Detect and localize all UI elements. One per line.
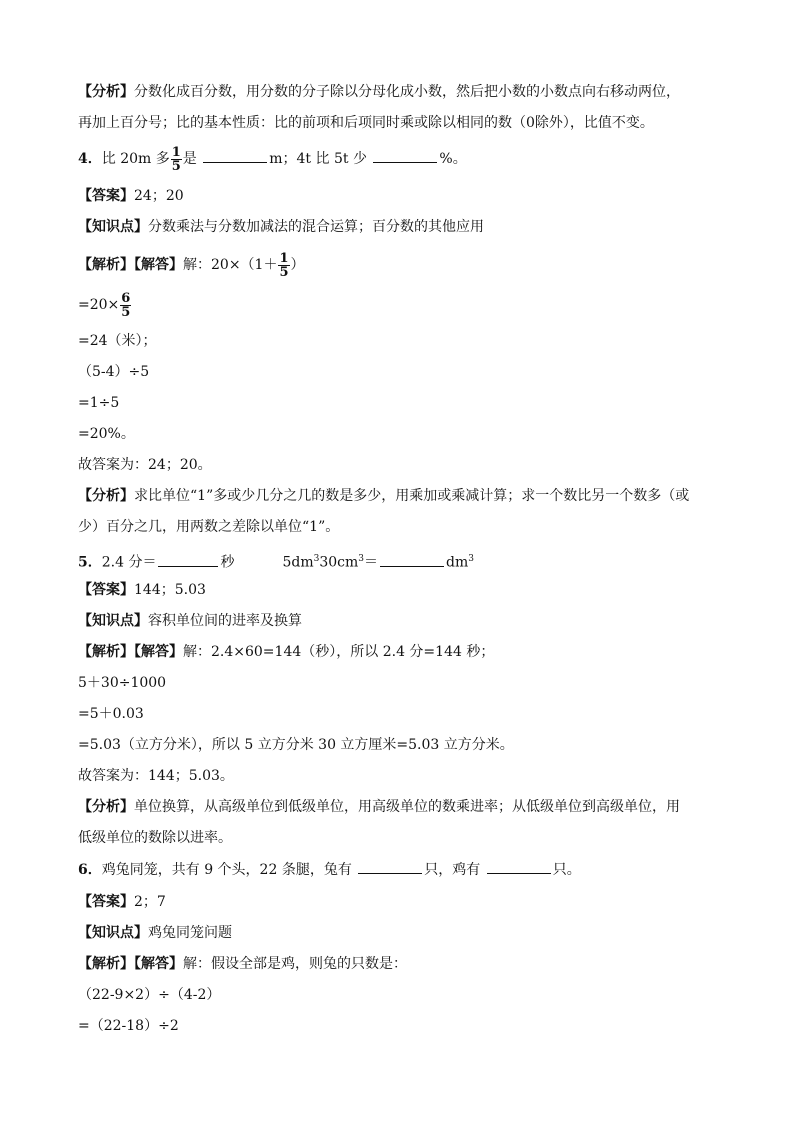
analysis-text: 求比单位“1”多或少几分之几的数是多少，用乘加或乘减计算；求一个数比另一个数多（或 <box>134 488 690 504</box>
superscript: 3 <box>468 554 475 564</box>
answer-blank[interactable] <box>203 161 267 163</box>
q5-step4: =5.03（立方分米），所以 5 立方分米 30 立方厘米=5.03 立方分米。 <box>78 737 514 753</box>
solution-text: ） <box>290 257 305 273</box>
question-text: %。 <box>439 151 467 167</box>
knowledge-tag: 【知识点】 <box>78 219 148 235</box>
superscript: 3 <box>313 554 320 564</box>
q4-step3: =24（米）； <box>78 333 157 349</box>
question-number: 5． <box>78 554 102 571</box>
answer-blank[interactable] <box>358 872 422 874</box>
answer-text: 144；5.03 <box>134 582 206 598</box>
question-text: 只，鸡有 <box>424 862 485 878</box>
question-text: 比 20m 多 <box>101 151 170 167</box>
fraction-numerator: 6 <box>121 290 131 306</box>
answer-text: 2；7 <box>134 894 166 910</box>
q4-step5: =1÷5 <box>78 395 120 411</box>
solution-text: 解：假设全部是鸡，则兔的只数是： <box>183 956 407 972</box>
answer-tag: 【答案】 <box>78 582 134 598</box>
fraction <box>278 252 289 279</box>
q6-step2: （22-9×2）÷（4-2） <box>78 987 221 1003</box>
fraction-denominator: 5 <box>279 264 289 280</box>
q5-final: 故答案为：144；5.03。 <box>78 768 234 784</box>
answer-blank[interactable] <box>158 565 218 567</box>
knowledge-tag: 【知识点】 <box>78 925 148 941</box>
analysis-text: 单位换算，从高级单位到低级单位，用高级单位的数乘进率；从低级单位到高级单位，用 <box>134 799 680 815</box>
fraction-numerator: 1 <box>279 250 289 266</box>
question-text: 是 <box>182 151 202 167</box>
answer-tag: 【答案】 <box>78 894 134 910</box>
q5-analysis-line1 <box>78 797 680 817</box>
answer-tag: 【答案】 <box>78 188 134 204</box>
answer-blank[interactable] <box>380 565 444 567</box>
fraction-denominator: 5 <box>171 158 181 174</box>
q4-solution <box>78 250 305 280</box>
question-5 <box>78 549 474 573</box>
knowledge-tag: 【知识点】 <box>78 613 148 629</box>
fraction-denominator: 5 <box>121 304 131 320</box>
analysis-text: 分数化成百分数，用分数的分子除以分母化成小数，然后把小数的小数点向右移动两位， <box>134 84 680 100</box>
solution-text: 解：20×（1＋ <box>183 257 278 273</box>
question-number: 4． <box>78 151 102 167</box>
q3-analysis-line1 <box>78 82 680 102</box>
q6-solution <box>78 954 407 974</box>
q4-analysis-line1 <box>78 486 689 506</box>
question-text: 30cm <box>319 554 359 571</box>
q5-step2: 5＋30÷1000 <box>78 675 167 691</box>
superscript: 3 <box>358 554 365 564</box>
answer-blank[interactable] <box>373 161 437 163</box>
question-text: 鸡兔同笼，共有 9 个头，22 条腿，兔有 <box>101 862 357 878</box>
solution-text: 解：2.4×60=144（秒），所以 2.4 分=144 秒； <box>183 644 495 660</box>
q5-solution <box>78 642 494 662</box>
q4-answer <box>78 186 184 206</box>
question-text: ＝ <box>364 554 379 571</box>
question-text: 2.4 分＝ <box>101 554 157 571</box>
fraction <box>171 146 182 173</box>
q4-analysis-line2: 少）百分之几，用两数之差除以单位“1”。 <box>78 519 340 535</box>
q5-step3: =5＋0.03 <box>78 706 144 722</box>
solution-tag: 【解析】【解答】 <box>78 644 183 660</box>
solution-tag: 【解析】【解答】 <box>78 257 183 273</box>
knowledge-text: 容积单位间的进率及换算 <box>148 613 302 629</box>
knowledge-text: 分数乘法与分数加减法的混合运算；百分数的其他应用 <box>148 219 484 235</box>
q4-step6: =20%。 <box>78 426 135 442</box>
q3-analysis-line2: 再加上百分号；比的基本性质：比的前项和后项同时乘或除以相同的数（0除外），比值不变。 <box>78 115 654 131</box>
q6-answer <box>78 892 166 912</box>
question-text: 5dm <box>282 554 314 571</box>
analysis-tag: 【分析】 <box>78 84 134 100</box>
question-text: 秒 <box>220 554 235 571</box>
question-4 <box>78 144 467 174</box>
analysis-tag: 【分析】 <box>78 488 134 504</box>
knowledge-text: 鸡兔同笼问题 <box>148 925 232 941</box>
fraction <box>120 292 131 319</box>
q4-final: 故答案为：24；20。 <box>78 457 212 473</box>
fraction-numerator: 1 <box>171 144 181 160</box>
answer-text: 24；20 <box>134 188 184 204</box>
solution-text: =20× <box>78 297 120 313</box>
q6-knowledge-point <box>78 923 232 943</box>
question-number: 6． <box>78 862 102 878</box>
question-text: 只。 <box>552 862 581 878</box>
q4-knowledge-point <box>78 217 484 237</box>
solution-tag: 【解析】【解答】 <box>78 956 183 972</box>
question-text: m；4t 比 5t 少 <box>269 151 372 167</box>
analysis-tag: 【分析】 <box>78 799 134 815</box>
q5-answer <box>78 580 206 600</box>
q5-knowledge-point <box>78 611 302 631</box>
answer-blank[interactable] <box>487 872 551 874</box>
question-6 <box>78 860 581 880</box>
q6-step3: =（22-18）÷2 <box>78 1018 179 1034</box>
q4-step2 <box>78 290 132 320</box>
q4-step4: （5-4）÷5 <box>78 364 150 380</box>
question-text: dm <box>446 554 469 571</box>
q5-analysis-line2: 低级单位的数除以进率。 <box>78 830 232 846</box>
